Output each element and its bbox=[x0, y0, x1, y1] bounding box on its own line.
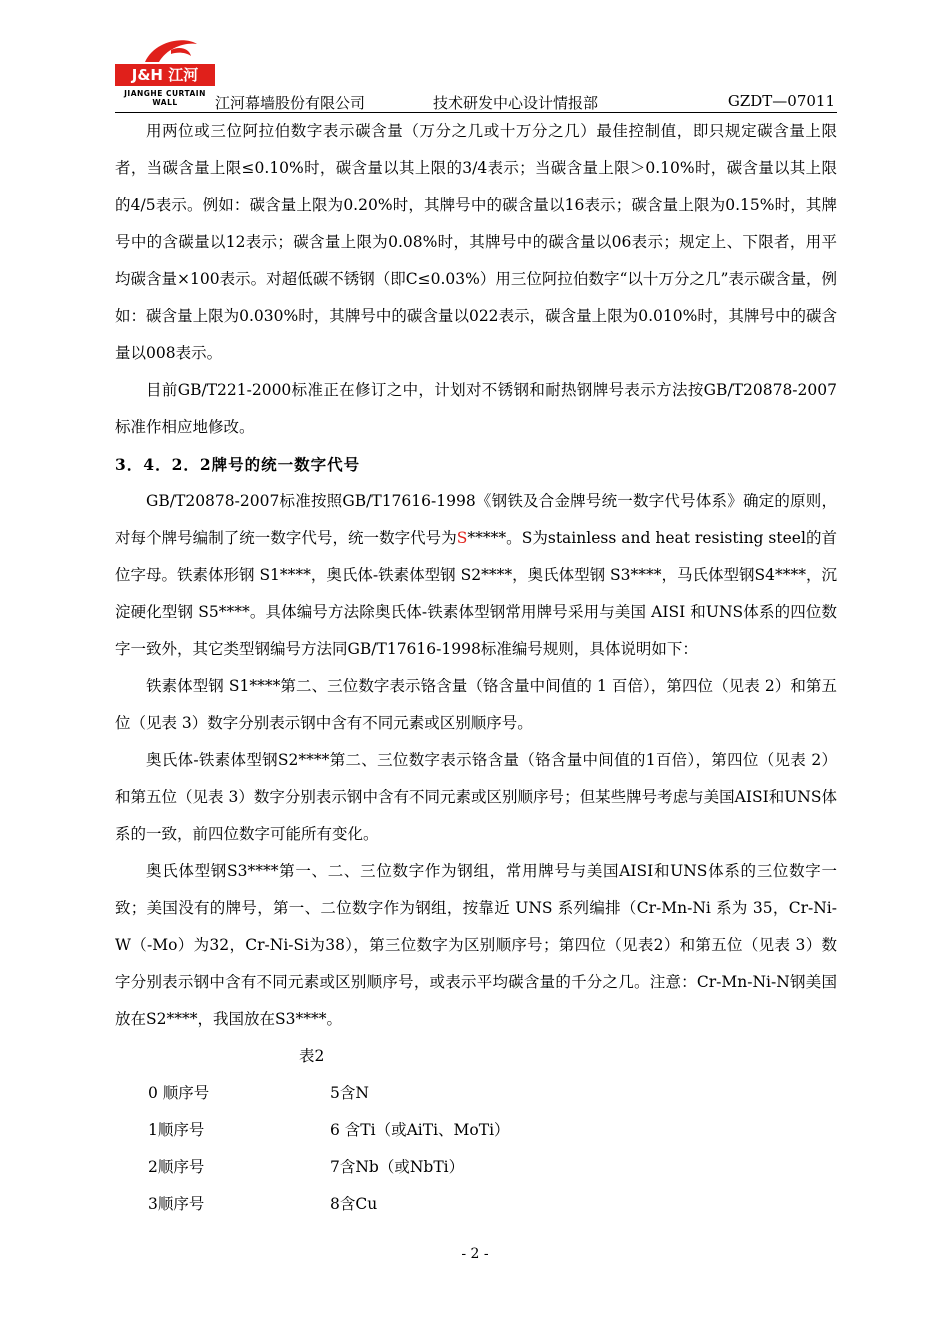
table-cell-right: 6 含Ti（或AiTi、MoTi） bbox=[330, 1121, 510, 1139]
table-row bbox=[115, 1149, 837, 1186]
document-body bbox=[115, 113, 837, 1223]
table-cell-left: 2顺序号 bbox=[148, 1158, 205, 1176]
table-cell-right: 8含Cu bbox=[330, 1195, 378, 1213]
page-header bbox=[115, 36, 837, 114]
paragraph-austenitic-ferritic: 奥氏体-铁素体型钢S2****第二、三位数字表示铬含量（铬含量中间值的1百倍），第四位（见表 2）和第五位（见表 3）数字分别表示钢中含有不同元素或区别顺序号；但某些牌号考虑与美国AISI和UNS体系的一致，前四位数字可能所有变化。 bbox=[115, 751, 837, 843]
table-row bbox=[115, 1186, 837, 1223]
logo-swoosh-icon bbox=[115, 36, 215, 66]
company-logo bbox=[115, 36, 215, 108]
table-row bbox=[115, 1112, 837, 1149]
highlighted-s-letter: S bbox=[456, 529, 468, 547]
table-cell-left: 3顺序号 bbox=[148, 1195, 205, 1213]
section-heading: 3．4．2．2牌号的统一数字代号 bbox=[115, 455, 361, 474]
table-cell-right: 5含N bbox=[330, 1084, 369, 1102]
paragraph-standard-revision: 目前GB/T221-2000标准正在修订之中，计划对不锈钢和耐热钢牌号表示方法按GB/T20878-2007标准作相应地修改。 bbox=[115, 381, 837, 436]
header-department: 技术研发中心设计情报部 bbox=[433, 94, 599, 112]
table-2-title: 表2 bbox=[299, 1047, 325, 1065]
paragraph-ferritic: 铁素体型钢 S1****第二、三位数字表示铬含量（铬含量中间值的 1 百倍），第四位（见表 2）和第五位（见表 3）数字分别表示钢中含有不同元素或区别顺序号。 bbox=[115, 677, 837, 732]
page-number: - 2 - bbox=[461, 1246, 489, 1262]
table-row bbox=[115, 1075, 837, 1112]
logo-badge: J&H 江河 bbox=[115, 64, 215, 86]
table-2 bbox=[115, 1075, 837, 1223]
header-company: 江河幕墙股份有限公司 bbox=[215, 94, 366, 112]
header-doc-code: GZDT—07011 bbox=[727, 92, 835, 110]
table-cell-right: 7含Nb（或NbTi） bbox=[330, 1158, 465, 1176]
paragraph-unified-code bbox=[115, 483, 837, 668]
logo-subtitle: JIANGHE CURTAIN WALL bbox=[124, 89, 206, 107]
paragraph-unified-code-part2: *****。S为stainless and heat resisting steel的首位字母。铁素体形钢 S1****，奥氏体-铁素体型钢 S2****，奥氏体型钢 S3****，马氏体型钢S4****，沉淀硬化型钢 S5****。具体编号方法除奥氏体-铁素体型钢常用牌号采用与美国 AISI 和UNS体系的四位数字一致外，其它类型钢编号方法同GB/T17616-1998标准编号规则，具体说明如下： bbox=[115, 529, 837, 658]
paragraph-unified-code-part1: GB/T20878-2007标准按照GB/T17616-1998《钢铁及合金牌号统一数字代号体系》确定的原则，对每个牌号编制了统一数字代号，统一数字代号为 bbox=[115, 492, 837, 547]
paragraph-carbon-content: 用两位或三位阿拉伯数字表示碳含量（万分之几或十万分之几）最佳控制值，即只规定碳含量上限者，当碳含量上限≤0.10%时，碳含量以其上限的3/4表示；当碳含量上限＞0.10%时，碳含量以其上限的4/5表示。例如：碳含量上限为0.20%时，其牌号中的碳含量以16表示；碳含量上限为0.15%时，其牌号中的含碳量以12表示；碳含量上限为0.08%时，其牌号中的碳含量以06表示；规定上、下限者，用平均碳含量×100表示。对超低碳不锈钢（即C≤0.03%）用三位阿拉伯数字“以十万分之几”表示碳含量，例如：碳含量上限为0.030%时，其牌号中的碳含量以022表示，碳含量上限为0.010%时，其牌号中的碳含量以008表示。 bbox=[115, 122, 837, 362]
paragraph-austenitic: 奥氏体型钢S3****第一、二、三位数字作为钢组，常用牌号与美国AISI和UNS体系的三位数字一致；美国没有的牌号，第一、二位数字作为钢组，按靠近 UNS 系列编排（Cr-Mn-Ni 系为 35，Cr-Ni-W（-Mo）为32，Cr-Ni-Si为38），第三位数字为区别顺序号；第四位（见表2）和第五位（见表 3）数字分别表示钢中含有不同元素或区别顺序号，或表示平均碳含量的千分之几。注意：Cr-Mn-Ni-N钢美国放在S2****，我国放在S3****。 bbox=[115, 862, 837, 1028]
table-cell-left: 1顺序号 bbox=[148, 1121, 205, 1139]
table-cell-left: 0 顺序号 bbox=[148, 1084, 210, 1102]
